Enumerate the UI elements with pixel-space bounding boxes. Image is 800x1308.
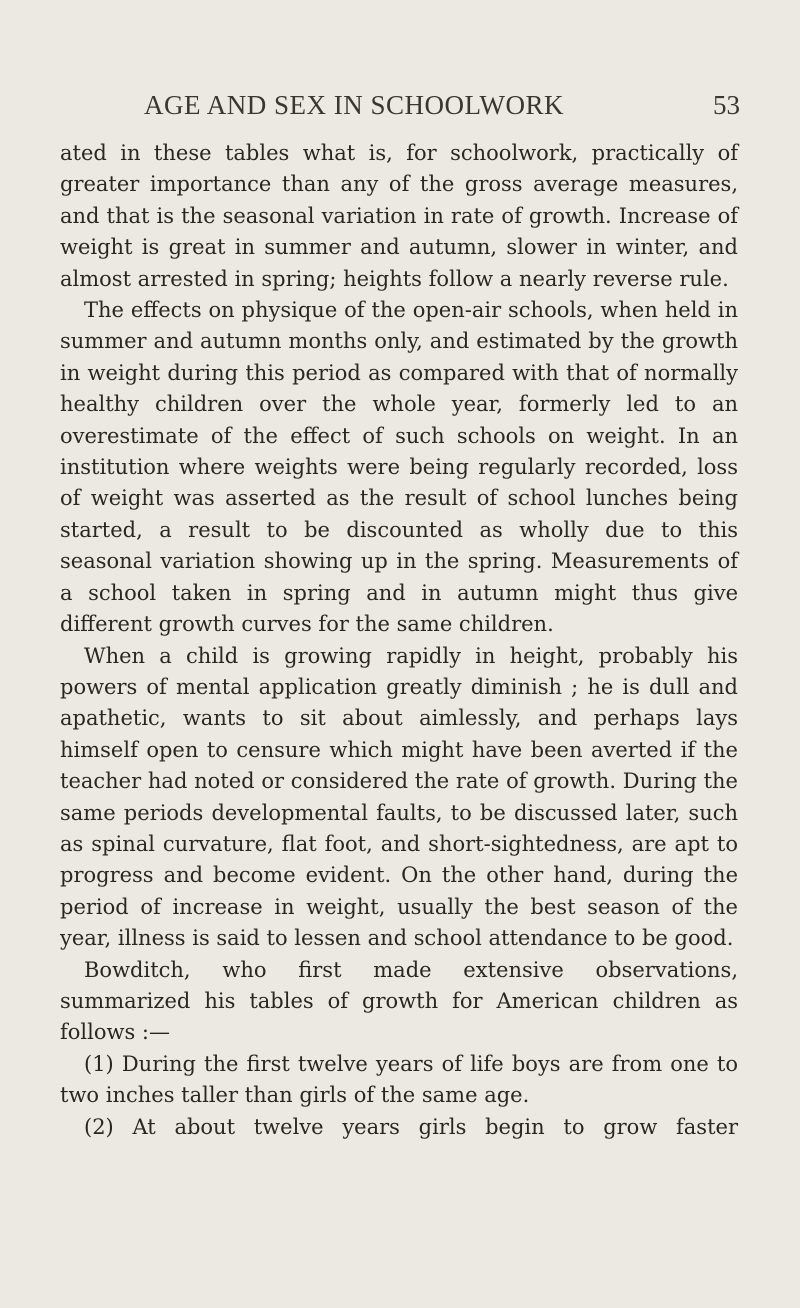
paragraph-bowditch: Bowditch, who first made extensive observations, summarized his tables of growth for American children as follows :— (60, 957, 738, 1045)
list-item-1: (1) During the first twelve years of life boys are from one to two inches taller than girls of the same age. (60, 1051, 738, 1108)
paragraph-rapid-growth: When a child is growing rapidly in height, probably his powers of mental application greatly diminish ; he is dull and apathetic, wants to sit about aimlessly, and perhaps lays himself open to censure which might have been averted if the teacher had noted or considered the rate of growth. During the same periods developmental faults, to be discussed later, such as spinal curvature, flat foot, and short-sightedness, are apt to progress and become evident. On the other hand, during the period of increase in weight, usually the best season of the year, illness is said to lessen and school attendance to be good. (60, 643, 738, 951)
body-text (60, 138, 738, 1143)
paragraph-seasonal-variation: ated in these tables what is, for schoolwork, practically of greater importance than any of the gross average measures, and that is the seasonal variation in rate of growth. Increase of weight is great in summer and autumn, slower in winter, and almost arrested in spring; heights follow a nearly reverse rule. (60, 141, 738, 291)
running-title: AGE AND SEX IN SCHOOLWORK (144, 90, 564, 120)
page-number: 53 (713, 90, 740, 120)
page-header (60, 90, 740, 124)
paragraph-open-air-schools: The effects on physique of the open-air schools, when held in summer and autumn months only, and estimated by the growth in weight during this period as compared with that of normally healthy children over the whole year, formerly led to an overestimate of the effect of such schools on weight. In an institution where weights were being regularly recorded, loss of weight was asserted as the result of school lunches being started, a result to be discounted as wholly due to this seasonal variation showing up in the spring. Measurements of a school taken in spring and in autumn might thus give different growth curves for the same children. (60, 298, 738, 637)
list-item-2: (2) At about twelve years girls begin to grow faster (84, 1114, 738, 1139)
